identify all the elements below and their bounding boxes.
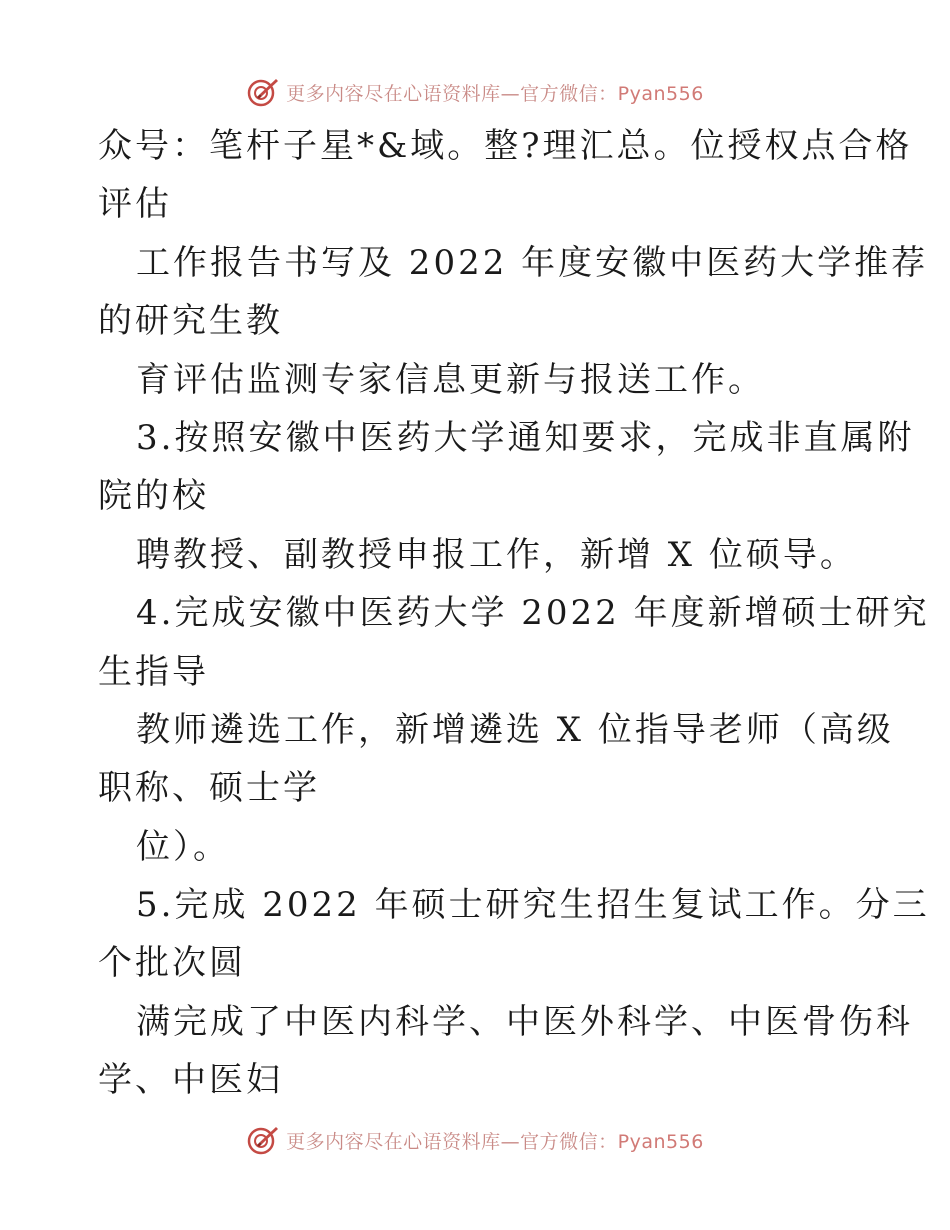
footer-banner bbox=[0, 1120, 950, 1160]
banner-text: 更多内容尽在心语资料库—官方微信： bbox=[286, 82, 618, 105]
text-line: 评估 bbox=[98, 184, 172, 225]
pen-logo-icon bbox=[246, 75, 280, 109]
text-line: 工作报告书写及 2022 年度安徽中医药大学推荐 bbox=[136, 242, 929, 283]
text-line: 生指导 bbox=[98, 651, 209, 692]
text-line: 聘教授、副教授申报工作，新增 X 位硕导。 bbox=[136, 534, 857, 575]
text-line: 4.完成安徽中医药大学 2022 年度新增硕士研究 bbox=[136, 593, 930, 634]
text-line: 育评估监测专家信息更新与报送工作。 bbox=[136, 359, 765, 400]
text-line: 众号：笔杆子星*&域。整?理汇总。位授权点合格 bbox=[98, 126, 913, 166]
text-line: 位）。 bbox=[136, 826, 230, 867]
banner-wechat-id: Pyan556 bbox=[617, 82, 704, 105]
text-line: 的研究生教 bbox=[98, 301, 283, 342]
text-line: 个批次圆 bbox=[98, 943, 246, 984]
text-line: 5.完成 2022 年硕士研究生招生复试工作。分三 bbox=[136, 885, 930, 926]
text-line: 院的校 bbox=[98, 476, 209, 517]
banner-text: 更多内容尽在心语资料库—官方微信： bbox=[286, 1130, 618, 1153]
text-line: 满完成了中医内科学、中医外科学、中医骨伤科 bbox=[136, 1001, 913, 1042]
text-line: 3.按照安徽中医药大学通知要求，完成非直属附 bbox=[136, 417, 915, 458]
text-line: 教师遴选工作，新增遴选 X 位指导老师（高级 bbox=[136, 709, 894, 750]
header-banner bbox=[0, 72, 950, 112]
banner-wechat-id: Pyan556 bbox=[617, 1130, 704, 1153]
text-line: 职称、硕士学 bbox=[98, 768, 320, 809]
pen-logo-icon bbox=[246, 1123, 280, 1157]
document-body bbox=[98, 117, 930, 1110]
text-line: 学、中医妇 bbox=[98, 1060, 283, 1101]
